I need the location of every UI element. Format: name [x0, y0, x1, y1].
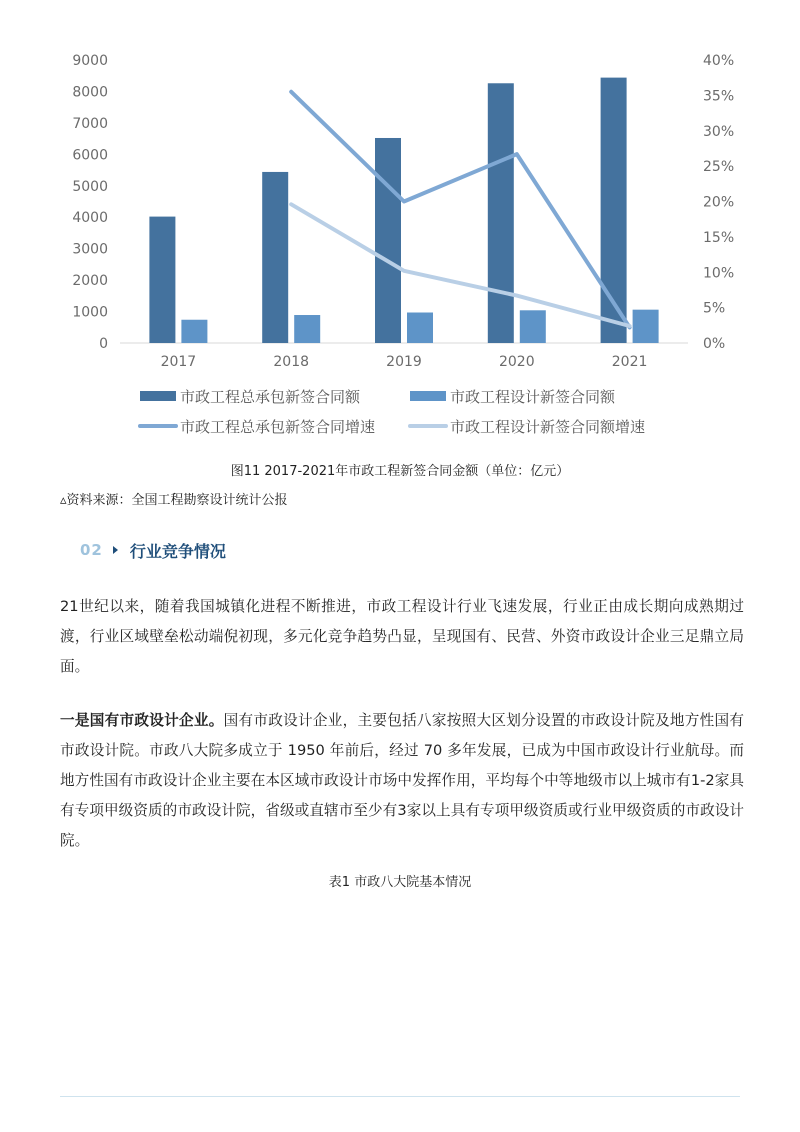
right-axis [703, 53, 734, 352]
footer-divider [60, 1096, 740, 1097]
line-design-growth [291, 204, 629, 326]
legend-label: 市政工程设计新签合同额增速 [450, 418, 646, 436]
paragraph-lead: 一是国有市政设计企业。 [60, 712, 224, 729]
x-axis [161, 354, 648, 370]
left-axis [72, 53, 108, 352]
paragraph-body: 国有市政设计企业，主要包括八家按照大区划分设置的市政设计院及地方性国有市政设计院。市政八大院多成立于 1950 年前后，经过 70 多年发展，已成为中国市政设计行业航母。而地方性国有市政设计企业主要在本区域市政设计市场中发挥作用，平均每个中等地级市以上城市有1-2家具有专项甲级资质的市政设计院，省级或直辖市至少有3家以上具有专项甲级资质或行业甲级资质的市政设计院。 [60, 712, 744, 849]
left-tick-label: 3000 [72, 241, 108, 258]
left-tick-label: 9000 [72, 53, 108, 69]
right-tick-label: 0% [703, 336, 726, 352]
x-tick-label: 2017 [160, 354, 197, 370]
right-tick-label: 40% [703, 53, 735, 69]
x-tick-label: 2018 [273, 354, 310, 370]
table-caption: 表1 市政八大院基本情况 [328, 875, 472, 890]
right-tick-label: 20% [703, 194, 735, 211]
paragraph-state-owned [60, 706, 744, 856]
legend-swatch-bar [410, 391, 446, 401]
bar-epc-contract [375, 138, 401, 343]
left-tick-label: 8000 [72, 84, 108, 101]
legend-label: 市政工程总承包新签合同增速 [180, 418, 376, 436]
right-tick-label: 30% [703, 123, 735, 140]
right-tick-label: 35% [703, 88, 735, 105]
legend-label: 市政工程总承包新签合同额 [180, 388, 361, 406]
paragraph-intro: 21世纪以来，随着我国城镇化进程不断推进，市政工程设计行业飞速发展，行业正由成长期向成熟期过渡，行业区域壁垒松动端倪初现，多元化竞争趋势凸显，呈现国有、民营、外资市政设计企业三足鼎立局面。 [60, 598, 744, 675]
right-tick-label: 10% [703, 265, 735, 282]
section-number: 02 [80, 541, 103, 559]
left-tick-label: 1000 [72, 304, 108, 321]
bar-design-contract [520, 310, 546, 343]
line-epc-growth [291, 92, 629, 328]
section-header [80, 539, 226, 561]
right-tick-label: 5% [703, 300, 726, 317]
bar-series [149, 78, 658, 343]
bar-epc-contract [262, 172, 288, 343]
bar-epc-contract [149, 217, 175, 343]
x-tick-label: 2020 [498, 354, 535, 370]
bar-epc-contract [488, 83, 514, 343]
left-tick-label: 5000 [72, 178, 108, 195]
bar-design-contract [633, 310, 659, 343]
line-series [291, 92, 629, 328]
right-tick-label: 25% [703, 159, 735, 176]
legend-swatch-bar [140, 391, 176, 401]
chart-legend [140, 388, 645, 436]
triangle-right-icon [113, 546, 118, 554]
contract-amount-chart [0, 0, 800, 450]
x-tick-label: 2019 [386, 354, 422, 370]
bar-design-contract [407, 312, 433, 343]
left-tick-label: 2000 [72, 273, 108, 290]
bar-design-contract [294, 315, 320, 343]
left-tick-label: 4000 [72, 210, 108, 227]
left-tick-label: 0 [99, 336, 108, 352]
section-title: 行业竞争情况 [129, 541, 226, 561]
legend-label: 市政工程设计新签合同额 [450, 388, 616, 406]
x-tick-label: 2021 [611, 354, 648, 370]
left-tick-label: 6000 [72, 147, 108, 164]
left-tick-label: 7000 [72, 115, 108, 132]
source-note: ▵资料来源：全国工程勘察设计统计公报 [60, 493, 288, 508]
bar-design-contract [181, 320, 207, 343]
right-tick-label: 15% [703, 229, 735, 246]
figure-caption: 图11 2017-2021年市政工程新签合同金额（单位：亿元） [230, 464, 570, 479]
